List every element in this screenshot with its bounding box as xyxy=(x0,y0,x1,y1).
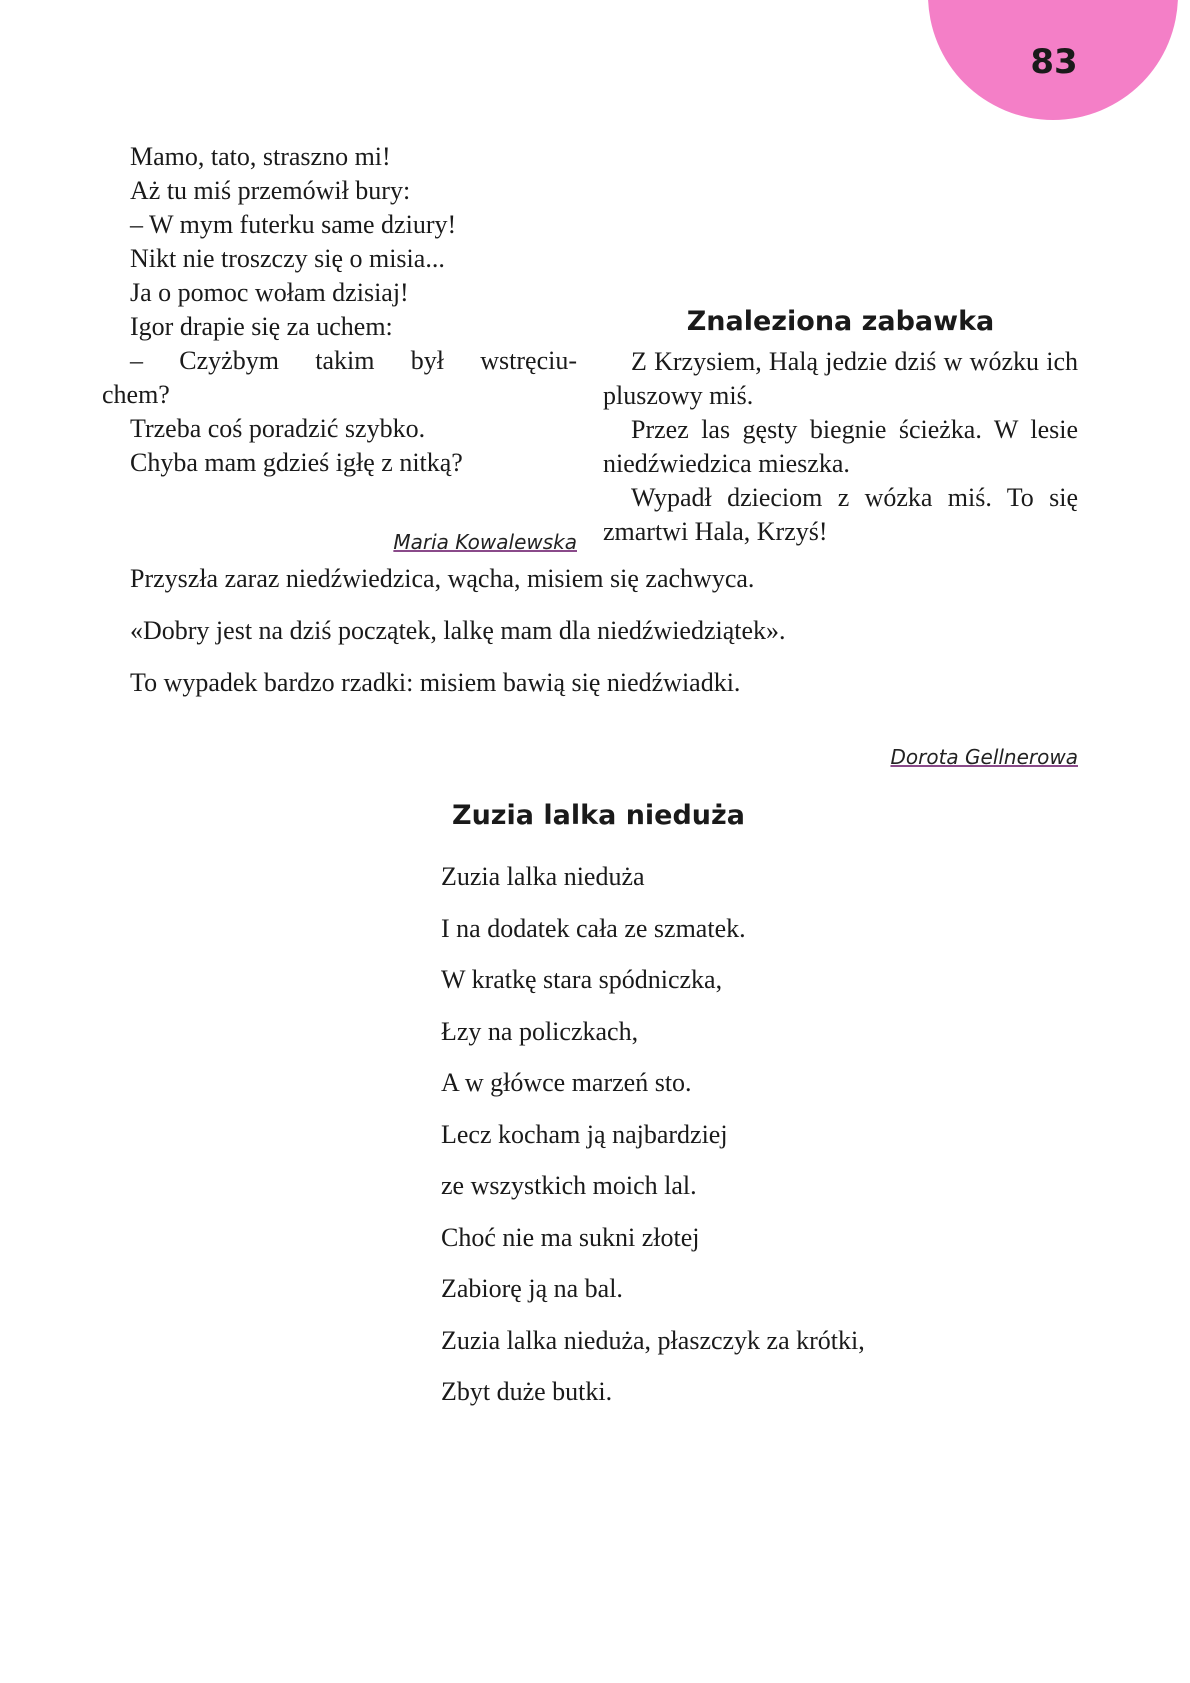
story-paragraph: Z Krzysiem, Halą jedzie dziś w wózku ich pluszowy miś. xyxy=(603,347,1078,410)
story-continuation xyxy=(130,562,1080,718)
poem-line: Mamo, tato, straszno mi! xyxy=(130,142,391,171)
poem2-line: Łzy na policzkach, xyxy=(441,1016,639,1046)
poem-line: Trzeba coś poradzić szybko. xyxy=(130,414,426,443)
poem-line: – W mym futerku same dziury! xyxy=(130,210,457,239)
poem-line: Aż tu miś przemówił bury: xyxy=(130,176,411,205)
poem-line: Ja o pomoc wołam dzisiaj! xyxy=(130,278,409,307)
poem2-line: Choć nie ma sukni złotej xyxy=(441,1222,700,1252)
story-section xyxy=(603,306,1078,549)
poem2-title: Zuzia lalka nieduża xyxy=(452,800,745,831)
poem-line: Igor drapie się za uchem: xyxy=(130,312,393,341)
story-paragraph: Wypadł dzieciom z wózka miś. To się zmartwi Hala, Krzyś! xyxy=(603,483,1078,546)
story-paragraph: Przez las gęsty biegnie ścieżka. W lesie niedźwiedzica mieszka. xyxy=(603,415,1078,478)
story-author: Dorota Gellnerowa xyxy=(890,745,1078,769)
poem-fragment xyxy=(102,140,577,480)
poem2-line: Zabiorę ją na bal. xyxy=(441,1274,623,1303)
poem2-line: A w główce marzeń sto. xyxy=(441,1068,692,1097)
poem-line: Chyba mam gdzieś igłę z nitką? xyxy=(130,448,463,477)
story-line: To wypadek bardzo rzadki: misiem bawią się niedźwiadki. xyxy=(130,668,741,697)
poem2-line: Zuzia lalka nieduża, płaszczyk za krótki, xyxy=(441,1325,865,1355)
story-line: «Dobry jest na dziś początek, lalkę mam dla niedźwiedziątek». xyxy=(130,616,786,645)
poem2-line: Zbyt duże butki. xyxy=(441,1377,613,1406)
poem2 xyxy=(441,860,1061,1427)
poem-line: Nikt nie troszczy się o misia... xyxy=(130,244,445,273)
poem-line: chem? xyxy=(102,380,170,409)
poem2-line: ze wszystkich moich lal. xyxy=(441,1171,697,1200)
poem2-line: Lecz kocham ją najbardziej xyxy=(441,1119,728,1149)
poem2-line: I na dodatek cała ze szmatek. xyxy=(441,913,746,943)
poem-author: Maria Kowalewska xyxy=(393,530,577,554)
page-number: 83 xyxy=(1030,42,1078,82)
story-title: Znaleziona zabawka xyxy=(686,306,995,337)
poem2-line: Zuzia lalka nieduża xyxy=(441,862,645,891)
poem-line: – Czyżbym takim był wstręciu- xyxy=(130,346,577,375)
poem2-line: W kratkę stara spódniczka, xyxy=(441,965,723,994)
story-line: Przyszła zaraz niedźwiedzica, wącha, misiem się zachwyca. xyxy=(130,564,755,593)
